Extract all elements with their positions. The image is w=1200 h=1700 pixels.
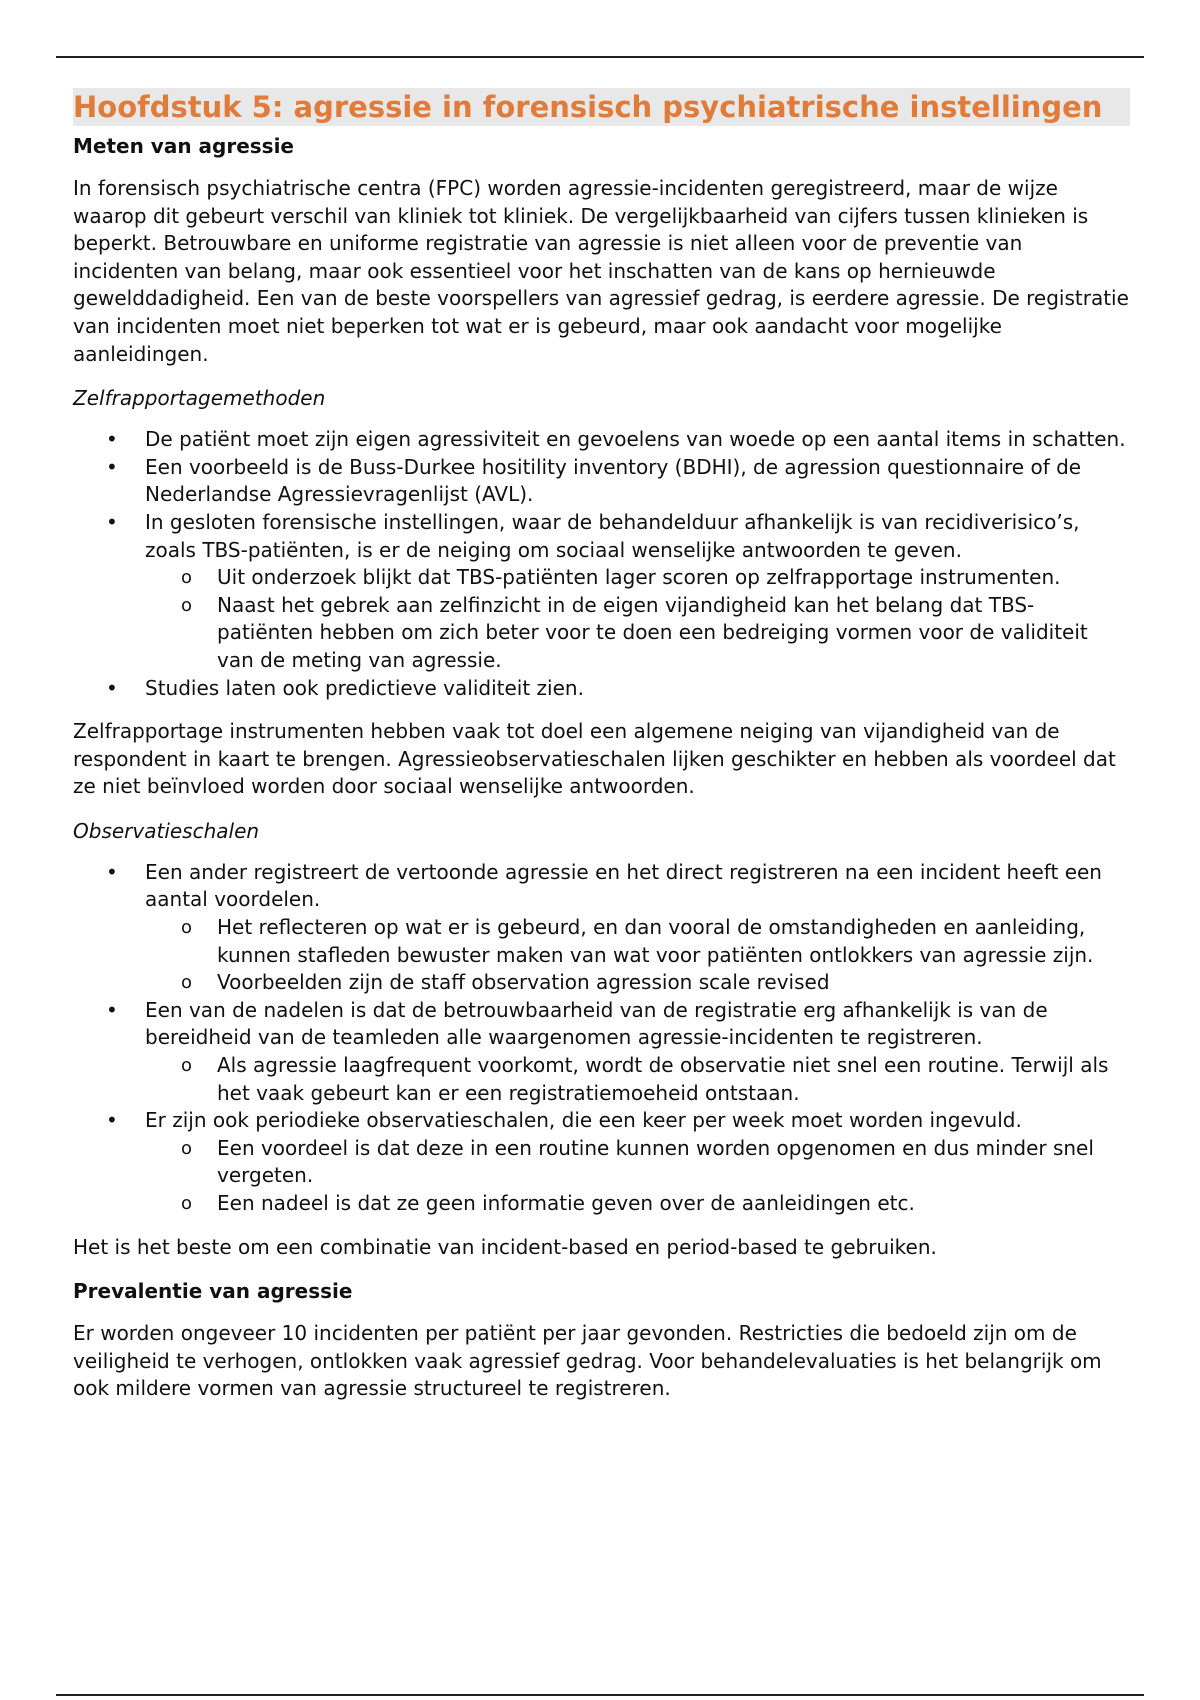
sub-list xyxy=(73,1135,1130,1218)
list-item-text: Er zijn ook periodieke observatieschalen, die een keer per week moet worden ingevuld. xyxy=(145,1108,1022,1133)
bullet-icon: • xyxy=(106,427,118,452)
list-item xyxy=(73,509,1130,564)
sub-bullet-icon: o xyxy=(181,1137,193,1159)
list-item xyxy=(73,454,1130,509)
sub-list-item xyxy=(73,1052,1130,1107)
sub-bullet-icon: o xyxy=(181,917,193,939)
list-item-text: In gesloten forensische instellingen, waar de behandelduur afhankelijk is van recidiverisico’s, zoals TBS-patiënten, is er de neiging om sociaal wenselijke antwoorden te geven. xyxy=(145,509,1080,562)
sub-list-item xyxy=(73,1190,1130,1218)
sub-list-container xyxy=(73,564,1130,674)
bullet-icon: • xyxy=(106,859,118,884)
sub-list-item-text: Het reflecteren op wat er is gebeurd, en dan vooral de omstandigheden en aanleiding, kunnen stafleden bewuster maken van wat voor patiënten ontlokkers van agressie zijn. xyxy=(217,915,1094,967)
list-item-text: Een van de nadelen is dat de betrouwbaarheid van de registratie erg afhankelijk is van de bereidheid van de teamleden alle waargenomen agressie-incidenten te registreren. xyxy=(145,997,1048,1050)
intro-paragraph: In forensisch psychiatrische centra (FPC) worden agressie-incidenten geregistreerd, maar de wijze waarop dit gebeurt verschil van kliniek tot kliniek. De vergelijkbaarheid van cijfers tussen klinieken is beperkt. Betrouwbare en uniforme registratie van agressie is niet alleen voor de preventie van incidenten van belang, maar ook essentieel voor het inschatten van de kans op hernieuwde gewelddadigheid. Een van de beste voorspellers van agressief gedrag, is eerdere agressie. De registratie van incidenten moet niet beperken tot wat er is gebeurd, maar ook aandacht voor mogelijke aanleidingen. xyxy=(73,176,1129,366)
sub-list-item xyxy=(73,969,1130,997)
observatie-closing: Het is het beste om een combinatie van incident-based en period-based te gebruiken. xyxy=(73,1234,937,1259)
sub-bullet-icon: o xyxy=(181,594,193,616)
list-item xyxy=(73,1107,1130,1135)
sub-list-item-text: Naast het gebrek aan zelfinzicht in de eigen vijandigheid kan het belang dat TBS-patiënten hebben om zich beter voor te doen een bedreiging vormen voor de validiteit van de meting van agressie. xyxy=(217,592,1088,672)
subheading-zelfrapportage: Zelfrapportagemethoden xyxy=(73,386,326,411)
subheading-observatieschalen: Observatieschalen xyxy=(73,818,260,843)
document-body xyxy=(73,88,1130,1419)
sub-list-item xyxy=(73,1135,1130,1190)
zelfrapportage-list xyxy=(73,426,1130,702)
bullet-icon: • xyxy=(106,675,118,700)
sub-list-item-text: Als agressie laagfrequent voorkomt, wordt de observatie niet snel een routine. Terwijl als het vaak gebeurt kan er een registratiemoeheid ontstaan. xyxy=(217,1053,1109,1105)
top-rule xyxy=(56,56,1144,58)
chapter-title: Hoofdstuk 5: agressie in forensisch psychiatrische instellingen xyxy=(73,88,1130,126)
sub-list-item-text: Uit onderzoek blijkt dat TBS-patiënten lager scoren op zelfrapportage instrumenten. xyxy=(217,565,1061,590)
list-item-text: De patiënt moet zijn eigen agressiviteit en gevoelens van woede op een aantal items in schatten. xyxy=(145,427,1126,452)
sub-list-item-text: Een voordeel is dat deze in een routine kunnen worden opgenomen en dus minder snel vergeten. xyxy=(217,1135,1094,1188)
bullet-icon: • xyxy=(106,1108,118,1133)
sub-list-container xyxy=(73,1052,1130,1107)
sub-list-item xyxy=(73,914,1130,969)
sub-list-container xyxy=(73,1135,1130,1218)
sub-list-container xyxy=(73,914,1130,997)
sub-list xyxy=(73,914,1130,997)
sub-bullet-icon: o xyxy=(181,972,193,994)
observatie-list xyxy=(73,859,1130,1218)
sub-list-item xyxy=(73,592,1130,675)
list-item xyxy=(73,859,1130,914)
sub-list xyxy=(73,564,1130,674)
bottom-rule xyxy=(56,1694,1144,1696)
sub-bullet-icon: o xyxy=(181,1193,193,1214)
sub-bullet-icon: o xyxy=(181,1055,193,1077)
zelfrapportage-closing: Zelfrapportage instrumenten hebben vaak tot doel een algemene neiging van vijandigheid van de respondent in kaart te brengen. Agressieobservatieschalen lijken geschikter en hebben als voordeel dat ze niet beïnvloed worden door sociaal wenselijke antwoorden. xyxy=(73,719,1116,799)
sub-list xyxy=(73,1052,1130,1107)
bullet-icon: • xyxy=(106,997,118,1022)
bullet-icon: • xyxy=(106,509,118,534)
list-item-text: Studies laten ook predictieve validiteit zien. xyxy=(145,675,584,700)
sub-list-item-text: Voorbeelden zijn de staff observation agression scale revised xyxy=(217,970,830,995)
list-item xyxy=(73,675,1130,703)
list-item xyxy=(73,997,1130,1052)
list-item-text: Een ander registreert de vertoonde agressie en het direct registreren na een incident heeft een aantal voordelen. xyxy=(145,859,1102,912)
list-item-text: Een voorbeeld is de Buss-Durkee hositility inventory (BDHI), de agression questionnaire of de Nederlandse Agressievragenlijst (AVL). xyxy=(145,454,1082,507)
sub-list-item xyxy=(73,564,1130,592)
prevalentie-paragraph: Er worden ongeveer 10 incidenten per patiënt per jaar gevonden. Restricties die bedoeld zijn om de veiligheid te verhogen, ontlokken vaak agressief gedrag. Voor behandelevaluaties is het belangrijk om ook mildere vormen van agressie structureel te registreren. xyxy=(73,1321,1102,1401)
sub-bullet-icon: o xyxy=(181,567,193,589)
section-heading-prevalentie: Prevalentie van agressie xyxy=(73,1279,353,1304)
list-item xyxy=(73,426,1130,454)
section-heading-meten: Meten van agressie xyxy=(73,134,294,158)
bullet-icon: • xyxy=(106,454,118,479)
sub-list-item-text: Een nadeel is dat ze geen informatie geven over de aanleidingen etc. xyxy=(217,1191,915,1215)
